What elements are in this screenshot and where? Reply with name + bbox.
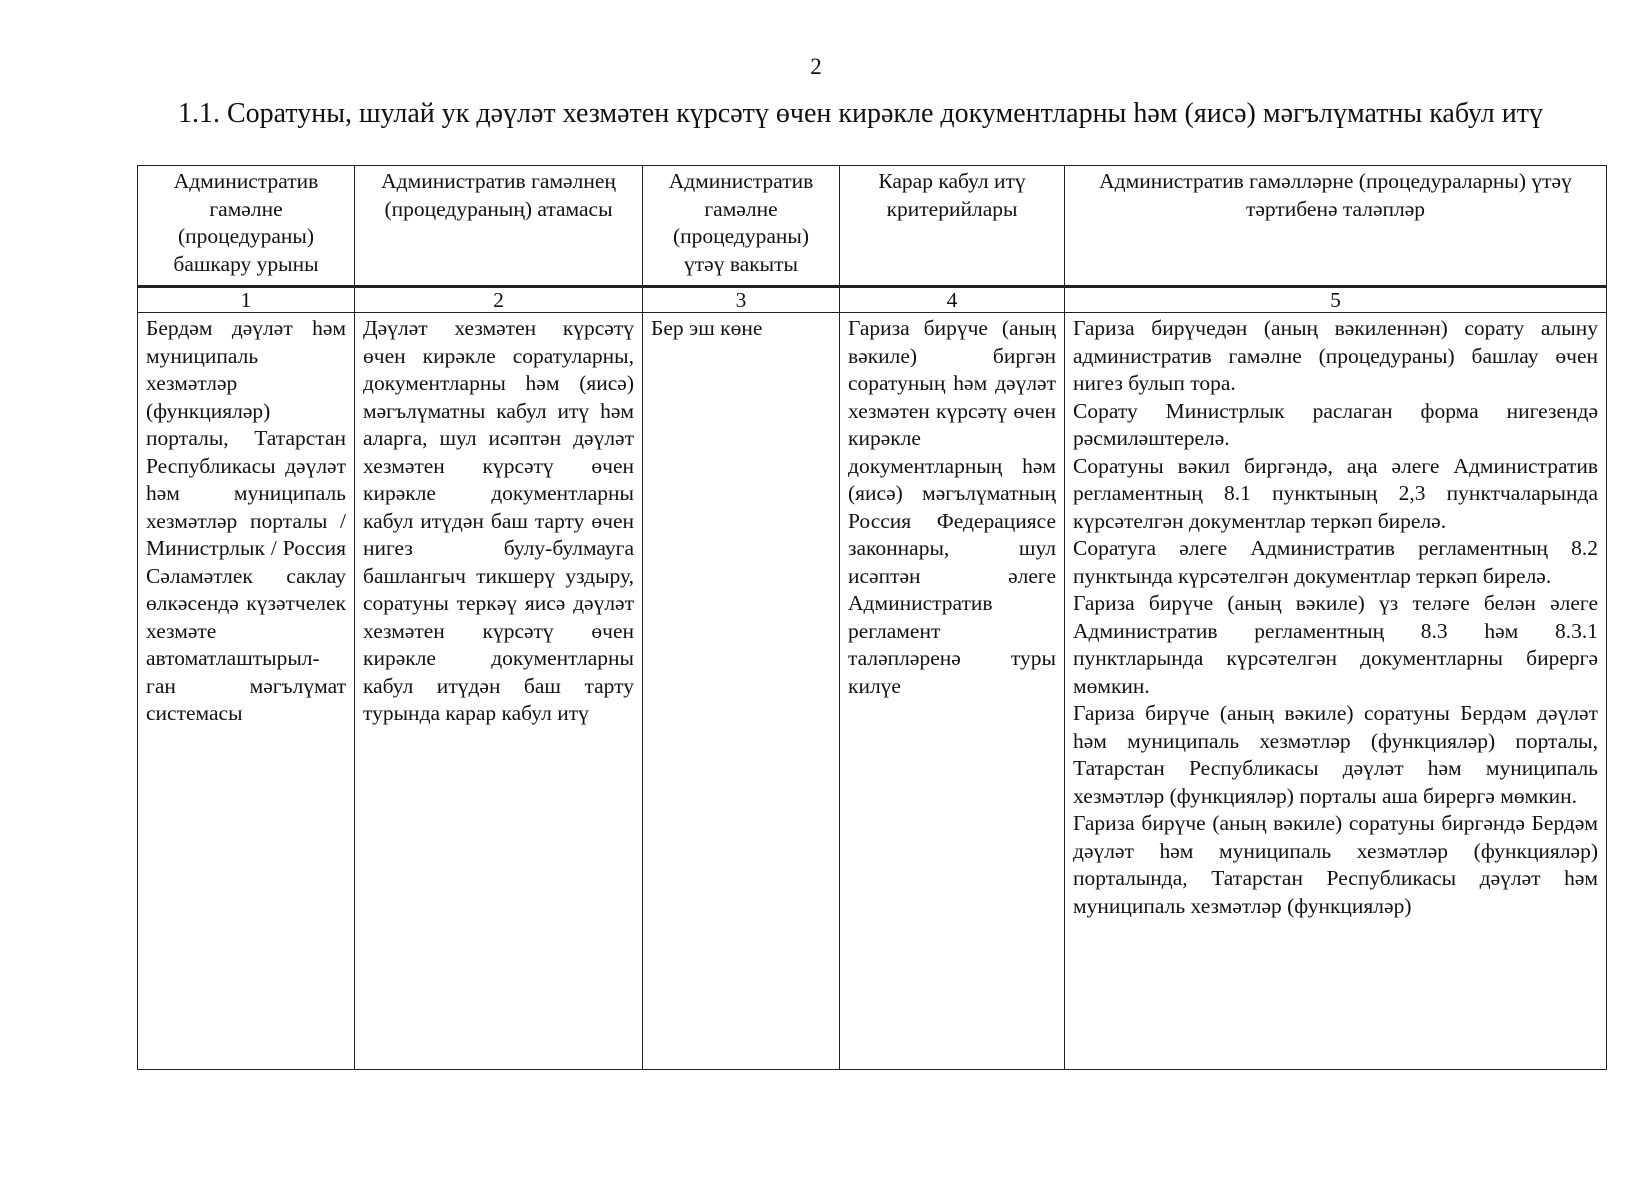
column-number-row: [138, 287, 1607, 313]
cell-place: Бердәм дәүләт һәм муниципаль хезмәтләр (функцияләр) порталы, Татарстан Республикасы дәүләт һәм муниципаль хезмәтләр порталы / Министрлык / Россия Сәламәтлек саклау өлкәсендә күзәтчелек хезмәте автоматлаштырыл-ган мәгълүмат системасы: [138, 313, 355, 1070]
column-number: 3: [643, 287, 840, 313]
section-title: 1.1. Соратуны, шулай ук дәүләт хезмәтен күрсәтү өчен кирәкле документларны һәм (яисә) мәгълүматны кабул итү: [178, 98, 1543, 129]
header-cell-name: Административ гамәлнең (процедураның) атамасы: [355, 166, 643, 287]
requirement-paragraph: Соратуны вәкил биргәндә, аңа әлеге Административ регламентның 8.1 пунктының 2,3 пунктчаларында күрсәтелгән документлар теркәп бирелә.: [1073, 453, 1598, 533]
cell-procedure-name: Дәүләт хезмәтен күрсәтү өчен кирәкле соратуларны, документларны һәм (яисә) мәгълүматны кабул итү һәм аларга, шул исәптән дәүләт хезмәтен күрсәтү өчен кирәкле документларны кабул итүдән баш тарту өчен нигез булу-булмауга башлангыч тикшерү уздыру, соратуны теркәү яисә дәүләт хезмәтен күрсәтү өчен кирәкле документларны кабул итүдән баш тарту турында карар кабул итү: [355, 313, 643, 1070]
header-cell-place: Административ гамәлне (процедураны) башкару урыны: [138, 166, 355, 287]
requirement-paragraph: Соратуга әлеге Административ регламентның 8.2 пунктында күрсәтелгән документлар теркәп бирелә.: [1073, 536, 1598, 588]
page-number: 2: [810, 54, 822, 79]
header-cell-time: Административ гамәлне (процедураны) үтәү вакыты: [643, 166, 840, 287]
column-number: 4: [840, 287, 1065, 313]
requirement-paragraph: Гариза бирүче (аның вәкиле) соратуны биргәндә Бердәм дәүләт һәм муниципаль хезмәтләр (функцияләр) порталында, Татарстан Республикасы дәүләт һәм муниципаль хезмәтләр (функцияләр): [1073, 811, 1598, 918]
table-header-row: [138, 166, 1607, 287]
column-number: 1: [138, 287, 355, 313]
header-cell-requirements: Административ гамәлләрне (процедураларны) үтәү тәртибенә таләпләр: [1065, 166, 1607, 287]
cell-requirements: [1065, 313, 1607, 1070]
procedure-table: [137, 165, 1607, 1070]
cell-duration: Бер эш көне: [643, 313, 840, 1070]
table-row: [138, 313, 1607, 1070]
column-number: 2: [355, 287, 643, 313]
column-number: 5: [1065, 287, 1607, 313]
cell-criteria: Гариза бирүче (аның вәкиле) биргән соратуның һәм дәүләт хезмәтен күрсәтү өчен кирәкле документларның һәм (яисә) мәгълүматның Россия Федерациясе законнары, шул исәптән әлеге Административ регламент таләпләренә туры килүе: [840, 313, 1065, 1070]
requirement-paragraph: Гариза бирүчедән (аның вәкиленнән) сорату алыну административ гамәлне (процедураны) башлау өчен нигез булып тора.: [1073, 316, 1598, 395]
requirement-paragraph: Гариза бирүче (аның вәкиле) үз теләге белән әлеге Административ регламентның 8.3 һәм 8.3.1 пунктларында күрсәтелгән документларны бирергә мөмкин.: [1073, 591, 1598, 698]
requirement-paragraph: Гариза бирүче (аның вәкиле) соратуны Бердәм дәүләт һәм муниципаль хезмәтләр (функцияләр) порталы, Татарстан Республикасы дәүләт һәм муниципаль хезмәтләр (функцияләр) порталы аша бирергә мөмкин.: [1073, 701, 1598, 808]
requirement-paragraph: Сорату Министрлык раслаган форма нигезендә рәсмиләштерелә.: [1073, 398, 1598, 450]
header-cell-criteria: Карар кабул итү критерийлары: [840, 166, 1065, 287]
